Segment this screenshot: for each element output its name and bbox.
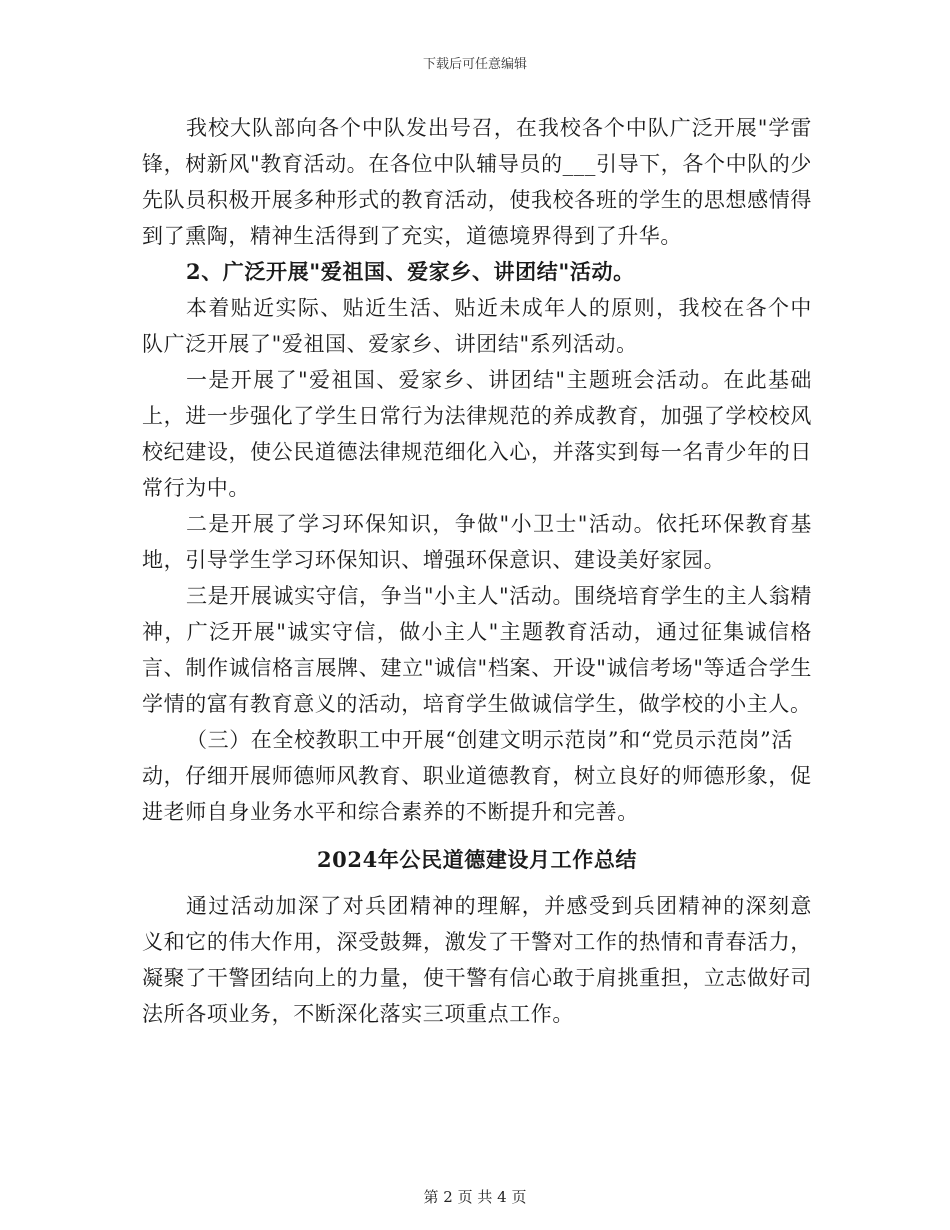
document-title: 2024年公民道德建设月工作总结 (316, 847, 638, 872)
paragraph-class-meeting: 一是开展了"爱祖国、爱家乡、讲团结"主题班会活动。在此基础上，进一步强化了学生日常行为法律规范的养成教育，加强了学校校风校纪建设，使公民道德法律规范细化入心，并落实到每一名青少年的日常行为中。 (142, 368, 812, 500)
page-number: 第 2 页 共 4 页 (423, 1188, 527, 1206)
document-body (142, 110, 812, 1032)
paragraph-environment: 二是开展了学习环保知识，争做"小卫士"活动。依托环保教育基地，引导学生学习环保知识、增强环保意识、建设美好家园。 (142, 512, 812, 572)
page-header: 下载后可任意编辑 (422, 57, 527, 72)
paragraph-leifeng: 我校大队部向各个中队发出号召，在我校各个中队广泛开展"学雷锋，树新风"教育活动。在各位中队辅导员的___引导下，各个中队的少先队员积极开展多种形式的教育活动，使我校各班的学生的思想感情得到了熏陶，精神生活得到了充实，道德境界得到了升华。 (142, 116, 812, 248)
paragraph-bingtuan-spirit: 通过活动加深了对兵团精神的理解，并感受到兵团精神的深刻意义和它的伟大作用，深受鼓舞，激发了干警对工作的热情和青春活力，凝聚了干警团结向上的力量，使干警有信心敢于肩挑重担，立志做好司法所各项业务，不断深化落实三项重点工作。 (142, 894, 812, 1026)
paragraph-principle: 本着贴近实际、贴近生活、贴近未成年人的原则，我校在各个中队广泛开展了"爱祖国、爱家乡、讲团结"系列活动。 (142, 296, 812, 356)
paragraph-staff-model-post: （三）在全校教职工中开展“创建文明示范岗”和“党员示范岗”活动，仔细开展师德师风教育、职业道德教育，树立良好的师德形象，促进老师自身业务水平和综合素养的不断提升和完善。 (142, 728, 812, 824)
section-heading-patriotism: 2、广泛开展"爱祖国、爱家乡、讲团结"活动。 (186, 259, 635, 284)
paragraph-honesty: 三是开展诚实守信，争当"小主人"活动。围绕培育学生的主人翁精神，广泛开展"诚实守信，做小主人"主题教育活动，通过征集诚信格言、制作诚信格言展牌、建立"诚信"档案、开设"诚信考场"等适合学生学情的富有教育意义的活动，培育学生做诚信学生，做学校的小主人。 (142, 584, 812, 716)
